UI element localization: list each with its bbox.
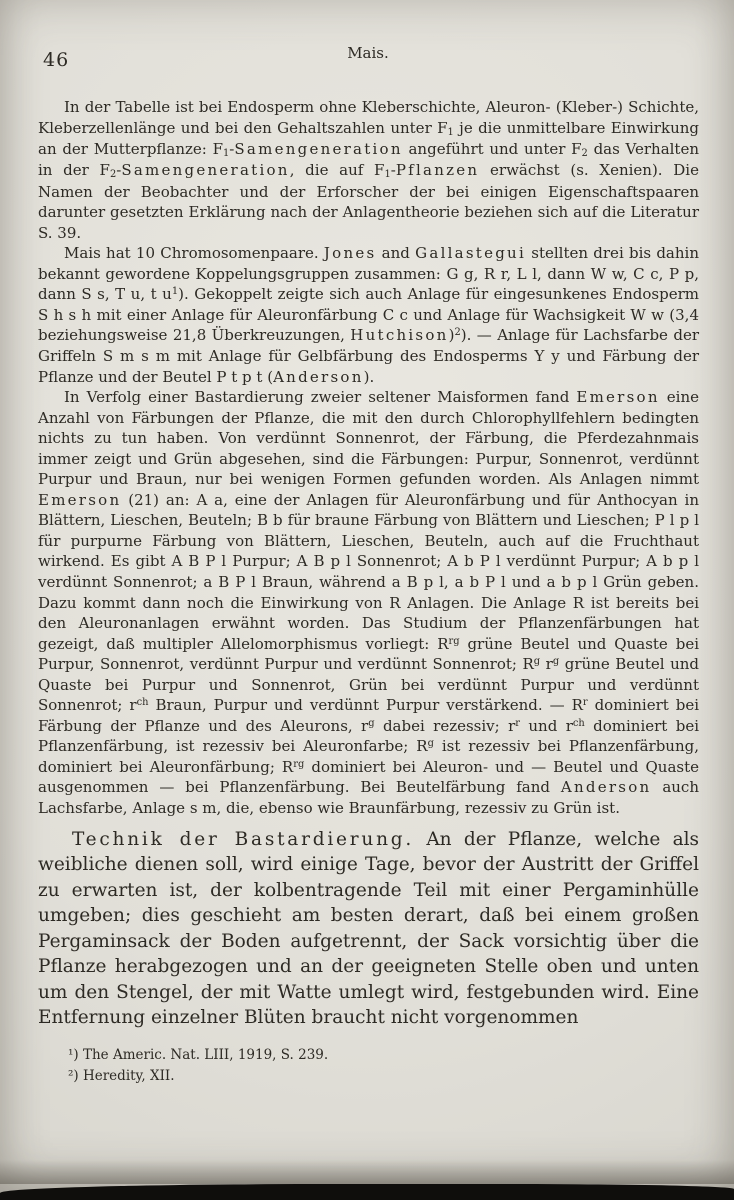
text-block — [38, 97, 699, 1087]
text-run: Mais hat 10 Chromosomenpaare. — [64, 244, 324, 263]
text-run-spaced: Jones — [323, 244, 377, 263]
text-run-sup: g — [552, 656, 560, 668]
footnote-1: ¹) The Americ. Nat. LIII, 1919, S. 239. — [68, 1046, 329, 1063]
text-run: - — [116, 161, 122, 180]
paragraph-technik-der-bastardierung — [38, 827, 699, 1031]
text-run-spaced: Emerson — [38, 490, 122, 509]
text-run-spaced: Anderson — [273, 367, 364, 386]
text-run: In Verfolg einer Bastardierung zweier seltener Maisformen fand — [64, 388, 577, 407]
running-title: Mais. — [347, 44, 389, 62]
text-run-sub: 2 — [109, 169, 117, 181]
text-run: dominiert bei Aleuron- und — Beutel und Quaste ausgenommen — bei Pflanzenfärbung. Bei Beutelfärbung fand — [38, 757, 699, 797]
text-run-spaced: Anderson — [560, 778, 652, 797]
text-run: , die auf F — [289, 161, 385, 180]
text-run: das Verhalten in der F — [38, 139, 699, 180]
text-run-spaced: Technik der Bastardierung. — [72, 828, 415, 850]
text-run-sup: ch — [572, 717, 585, 729]
text-run-sup: 2 — [454, 327, 461, 339]
text-run: je die unmittelbare Einwirkung an der Mutterpflanze: F — [38, 118, 699, 158]
page-number: 46 — [43, 49, 70, 71]
text-run: Braun, Purpur und verdünnt Purpur verstärkend. — R — [148, 696, 583, 715]
text-run: r — [540, 655, 553, 674]
text-run-sub: 1 — [384, 169, 391, 181]
text-run-sup: r — [582, 697, 588, 709]
text-run: erwächst (s. Xenien). Die Namen der Beobachter und der Erforscher der bei einigen Eigenschaftspaaren darunter gesetzten Erklärung nach der Anlagentheorie beziehen sich auf die Literatur S. 39. — [38, 161, 699, 242]
text-run: ). — Anlage für Lachsfarbe der Griffeln S m s m mit Anlage für Gelbfärbung des Endosperms Y y und Färbung der Pflanze und der Beutel P t p t ( — [38, 326, 699, 386]
text-run: dabei rezessiv; r — [374, 716, 516, 735]
text-run-sup: rg — [448, 635, 460, 647]
page-header — [38, 44, 698, 70]
text-run: and — [376, 244, 416, 263]
text-run-sup: r — [515, 717, 520, 729]
footnotes — [38, 1045, 699, 1087]
paragraph-table-explanation — [38, 97, 699, 243]
scan-edge-bottom — [0, 1184, 734, 1200]
text-run-sub: 1 — [447, 126, 454, 138]
text-run: eine Anzahl von Färbungen der Pflanze, die mit den durch Chlorophyllfehlern bedingten nichts zu tun haben. Von verdünnt Sonnenrot, der Färbung, die Pferdezahnmais immer zeigt und Grün abgesehen, sind die Färbungen: Purpur, Sonnenrot, verdünnt Purpur und Braun, nur bei wenigen Formen gefunden worden. Als Anlagen nimmt — [38, 388, 699, 489]
text-run: - — [390, 161, 396, 180]
text-run: stellten drei bis dahin bekannt gewordene Koppelungsgruppen zusammen: G g, R r, L l, dann W w, C c, P p, dann S s, T u, t u — [38, 244, 699, 304]
text-run-sup: rg — [293, 758, 305, 770]
text-run: auch Lachsfarbe, Anlage s m, die, ebenso wie Braunfärbung, rezessiv zu Grün ist. — [38, 778, 699, 817]
text-run-spaced: Samengeneration — [234, 139, 403, 158]
text-run: An der Pflanze, welche als weibliche dienen soll, wird einige Tage, bevor der Austritt der Griffel zu erwarten ist, der kolbentragende Teil mit einer Pergaminhülle umgeben; dies geschieht am besten derart, daß bei einem großen Pergaminsack der Boden aufgetrennt, der Sack vorsichtig über die Pflanze herabgezogen und an der geeigneten Stelle oben und unten um den Stengel, der mit Watte umlegt wird, festgebunden wird. Eine Entfernung einzelner Blüten braucht nicht vorgenommen — [38, 828, 700, 1029]
text-run-spaced: Samengeneration — [121, 161, 290, 180]
text-run-sup: g — [368, 717, 375, 729]
footnote-2: ²) Heredity, XII. — [68, 1067, 175, 1084]
text-run: (21) an: A a, eine der Anlagen für Aleuronfärbung und für Anthocyan in Blättern, Lieschen, Beuteln; B b für braune Färbung von Blättern und Lieschen; P l p l für purpurne Färbung von Blättern, Lieschen, Beuteln, auch auf die Fruchthaut wirkend. Es gibt A B P l Purpur; A B p l Sonnenrot; A b P l verdünnt Purpur; A b p l verdünnt Sonnenrot; a B P l Braun, während a B p l, a b P l und a b p l Grün geben. Dazu kommt dann noch die Einwirkung von R Anlagen. Die Anlage R ist bereits bei den Aleuronanlagen erwähnt worden. Das Studium der Pflanzenfärbungen hat gezeigt, daß multipler Allelomorphismus vorliegt: R — [38, 490, 699, 653]
text-run-spaced: Gallastegui — [415, 244, 527, 263]
text-run-sup: g — [427, 738, 434, 750]
text-run-sub: 1 — [223, 147, 230, 159]
text-run: dominiert bei Pflanzenfärbung, ist rezessiv bei Aleuronfarbe; R — [38, 716, 699, 756]
paragraph-emerson-plant-colors — [38, 387, 699, 818]
text-run: grüne Beutel und Quaste bei Purpur, Sonnenrot, verdünnt Purpur und verdünnt Sonnenrot; R — [38, 634, 699, 674]
text-run: angeführt und unter F — [402, 139, 582, 158]
text-run-sub: 2 — [581, 147, 588, 159]
text-run: ). Gekoppelt zeigte sich auch Anlage für eingesunkenes Endosperm S h s h mit einer Anlage für Aleuronfärbung C c und Anlage für Wachsigkeit W w (3,4 beziehungsweise 21,8 Überkreuzungen, — [38, 285, 699, 345]
text-run: ) — [448, 326, 455, 345]
text-run: - — [229, 139, 235, 158]
text-run-spaced: Emerson — [576, 388, 660, 407]
text-run-spaced: Hutchison — [350, 326, 449, 345]
text-run: dominiert bei Färbung der Pflanze und des Aleurons, r — [38, 696, 700, 735]
text-run: ist rezessiv bei Pflanzenfärbung, dominiert bei Aleuronfärbung; R — [38, 737, 699, 776]
text-run: In der Tabelle ist bei Endosperm ohne Kleberschichte, Aleuron- (Kleber-) Schichte, Kleberzellenlänge und bei den Gehaltszahlen unter F — [38, 98, 699, 137]
paragraph-chromosomes-linkage — [38, 243, 699, 387]
text-run: ). — [363, 367, 375, 386]
text-run-sup: g — [533, 656, 541, 668]
text-run: und r — [520, 716, 573, 735]
text-run-sup: 1 — [171, 286, 179, 298]
text-run-sup: ch — [136, 697, 149, 709]
text-run-spaced: Pflanzen — [395, 161, 480, 180]
text-run: grüne Beutel und Quaste bei Purpur und Sonnenrot, Grün bei verdünnt Purpur und verdünnt Sonnenrot; r — [38, 655, 699, 715]
